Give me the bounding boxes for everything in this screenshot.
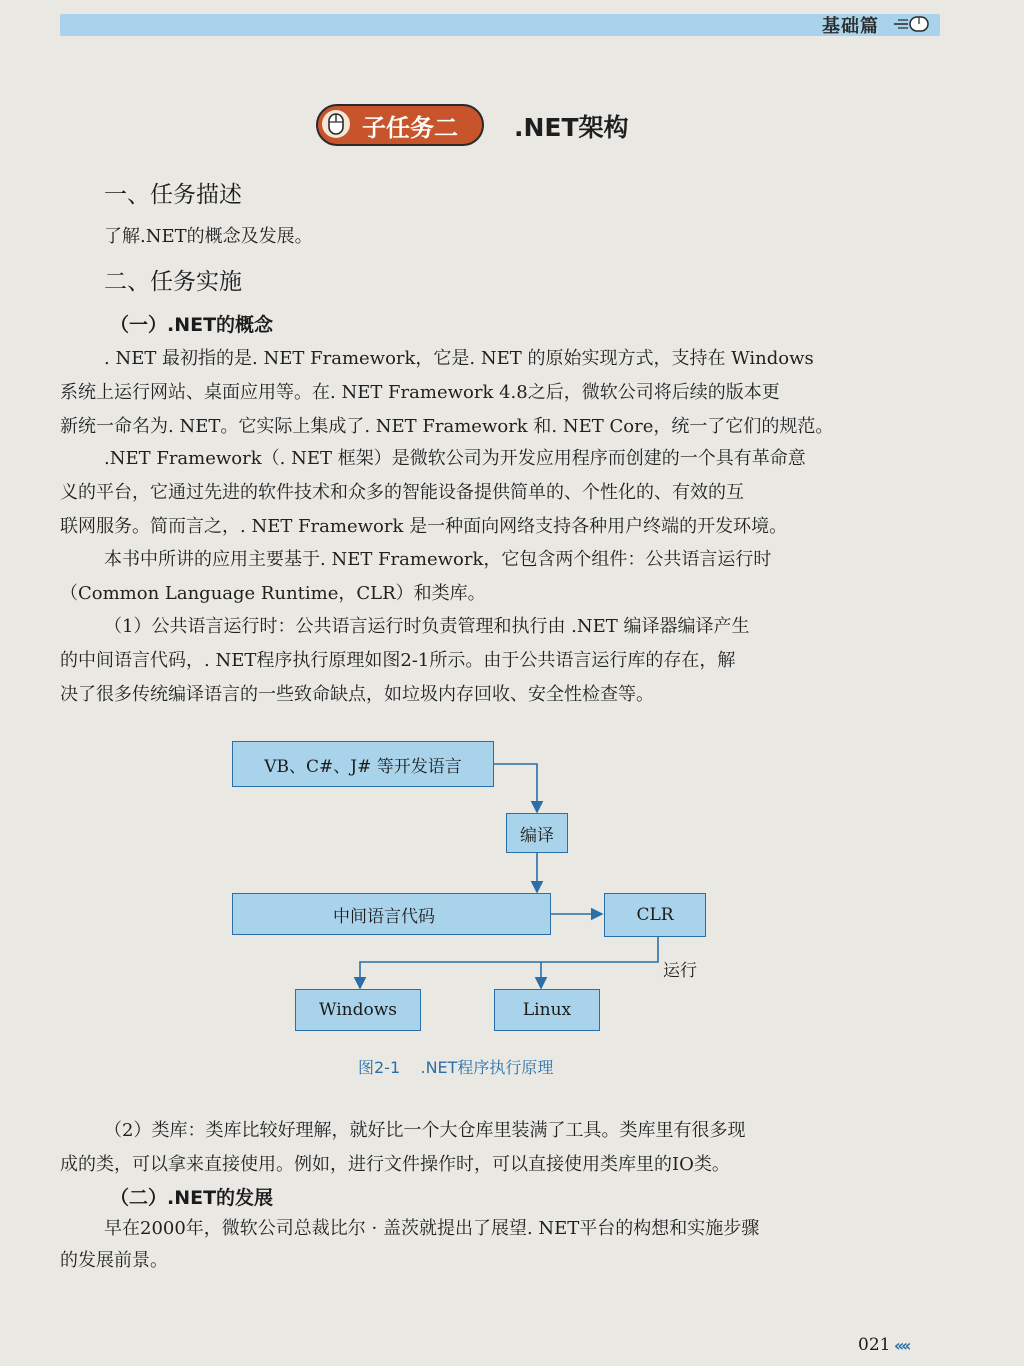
paragraph-line: 决了很多传统编译语言的一些致命缺点，如垃圾内存回收、安全性检查等。 bbox=[60, 684, 654, 705]
paragraph-line: 系统上运行网站、桌面应用等。在. NET Framework 4.8之后，微软公司将后续的版本更 bbox=[60, 382, 780, 403]
diagram-box-il: 中间语言代码 bbox=[232, 893, 551, 935]
section-heading: 二、任务实施 bbox=[104, 269, 242, 295]
figure-caption: 图2-1 .NET程序执行原理 bbox=[358, 1058, 554, 1077]
diagram-box-windows: Windows bbox=[295, 989, 421, 1031]
paragraph-line: 的中间语言代码，. NET程序执行原理如图2-1所示。由于公共语言运行库的存在，解 bbox=[60, 650, 736, 671]
page-number: 021 bbox=[858, 1335, 891, 1355]
diagram-box-linux: Linux bbox=[494, 989, 600, 1031]
header-label: 基础篇 bbox=[822, 16, 879, 37]
subtask-title: .NET架构 bbox=[514, 113, 629, 142]
paragraph-line: 联网服务。简而言之，. NET Framework 是一种面向网络支持各种用户终端的开发环境。 bbox=[60, 516, 788, 537]
paragraph-line: （2）类库：类库比较好理解，就好比一个大仓库里装满了工具。类库里有很多现 bbox=[104, 1120, 746, 1141]
paragraph-line: 新统一命名为. NET。它实际上集成了. NET Framework 和. NET Core，统一了它们的规范。 bbox=[60, 416, 834, 437]
diagram-label-run: 运行 bbox=[663, 961, 697, 981]
subsection-heading: （一）.NET的概念 bbox=[110, 314, 274, 336]
section-heading: 一、任务描述 bbox=[104, 182, 242, 208]
diagram-box-compile: 编译 bbox=[506, 813, 568, 853]
diagram-box-clr: CLR bbox=[604, 893, 706, 937]
subtask-label: 子任务二 bbox=[362, 114, 458, 142]
paragraph-line: 成的类，可以拿来直接使用。例如，进行文件操作时，可以直接使用类库里的IO类。 bbox=[60, 1154, 730, 1175]
paragraph-line: 义的平台，它通过先进的软件技术和众多的智能设备提供简单的、个性化的、有效的互 bbox=[60, 482, 744, 503]
paragraph-line: .NET Framework（. NET 框架）是微软公司为开发应用程序而创建的一个具有革命意 bbox=[104, 448, 806, 469]
subsection-heading: （二）.NET的发展 bbox=[110, 1187, 274, 1209]
paragraph-line: （1）公共语言运行时：公共语言运行时负责管理和执行由 .NET 编译器编译产生 bbox=[104, 616, 750, 637]
paragraph-line: （Common Language Runtime，CLR）和类库。 bbox=[60, 583, 486, 604]
section-text: 了解.NET的概念及发展。 bbox=[104, 226, 313, 247]
paragraph-line: . NET 最初指的是. NET Framework，它是. NET 的原始实现方式，支持在 Windows bbox=[104, 348, 814, 369]
connector-clr-run bbox=[360, 936, 658, 988]
diagram-box-languages: VB、C#、J# 等开发语言 bbox=[232, 741, 494, 787]
paragraph-line: 的发展前景。 bbox=[60, 1250, 168, 1271]
paragraph-line: 早在2000年，微软公司总裁比尔 · 盖茨就提出了展望. NET平台的构想和实施步骤 bbox=[104, 1218, 760, 1239]
page-arrows-icon: ‹‹‹‹ bbox=[894, 1336, 909, 1355]
paragraph-line: 本书中所讲的应用主要基于. NET Framework，它包含两个组件：公共语言运行时 bbox=[104, 549, 772, 570]
connector-languages-compile bbox=[494, 764, 537, 812]
